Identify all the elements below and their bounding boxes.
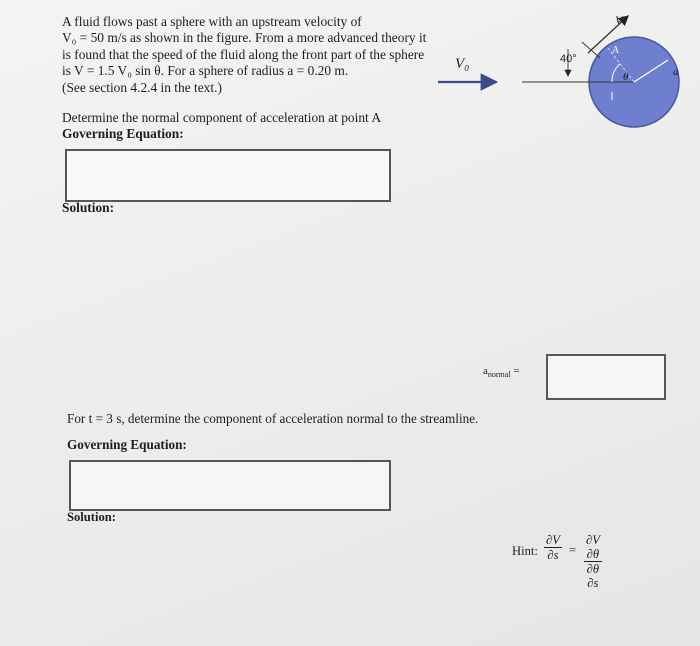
a-normal-symbol: a — [483, 365, 488, 377]
a-normal-subscript: normal — [487, 370, 511, 380]
hint-rhs-numerator: ∂V ∂θ — [586, 533, 600, 561]
part2-question: For t = 3 s, determine the component of acceleration normal to the streamline. — [67, 411, 479, 426]
hint-lhs-denominator: ∂s — [547, 548, 559, 562]
v-label: V — [615, 13, 623, 27]
part1-governing-label: Governing Equation: — [62, 125, 184, 141]
theta-label: θ — [623, 71, 629, 83]
problem-line-2: V₀ = 50 m/s as shown in the figure. From a more advanced theory it — [62, 30, 427, 46]
a-normal-equals: = — [510, 365, 520, 377]
hint-lhs-numerator: ∂V — [546, 533, 560, 547]
part2-solution-label: Solution: — [67, 510, 116, 524]
problem-line-5: (See section 4.2.4 in the text.) — [62, 79, 222, 95]
part1-solution-label: Solution: — [62, 200, 115, 215]
hint-rhs-denominator: ∂θ ∂s — [586, 562, 600, 590]
hint-equals: = — [569, 543, 577, 557]
radius-label: a — [673, 66, 679, 78]
angle-label: 40° — [560, 53, 577, 65]
problem-line-1: A fluid flows past a sphere with an upstream velocity of — [62, 14, 362, 29]
problem-line-3: is found that the speed of the fluid along the front part of the sphere — [62, 46, 425, 62]
point-a-label: A — [612, 45, 620, 56]
part1-question: Determine the normal component of acceleration at point A — [62, 110, 382, 125]
part2-governing-label: Governing Equation: — [67, 437, 187, 452]
problem-line-4: is V = 1.5 V₀ sin θ. For a sphere of radius a = 0.20 m. — [62, 63, 349, 79]
hint-label: Hint: — [512, 544, 538, 558]
v0-label: V₀ — [455, 56, 470, 72]
